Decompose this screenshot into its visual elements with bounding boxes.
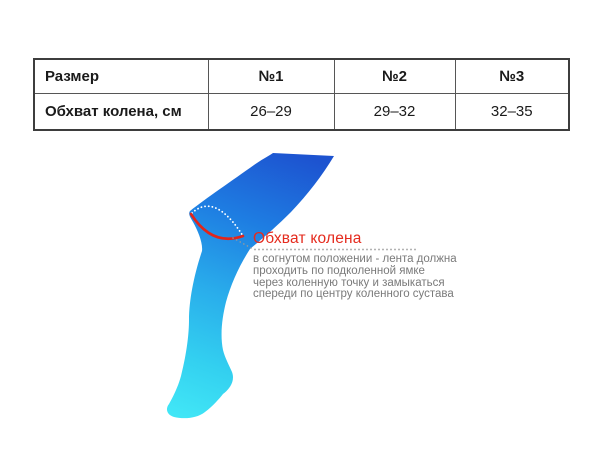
knee-girth-value-1: 26–29 <box>208 94 334 131</box>
annotation-body-line: спереди по центру коленного сустава <box>253 288 454 301</box>
size-table-header-1: №1 <box>208 59 334 94</box>
annotation-dotted-underline <box>253 248 417 251</box>
size-table-header-size: Размер <box>34 59 208 94</box>
size-table-header-3: №3 <box>455 59 569 94</box>
knee-girth-value-3: 32–35 <box>455 94 569 131</box>
annotation-body-line: проходить по подколенной ямке <box>253 264 425 277</box>
knee-measure-annotation <box>253 231 503 301</box>
annotation-body <box>253 254 503 301</box>
knee-girth-row-label: Обхват колена, см <box>34 94 208 131</box>
knee-girth-value-2: 29–32 <box>334 94 455 131</box>
size-table-header-2: №2 <box>334 59 455 94</box>
annotation-title: Обхват колена <box>253 230 362 247</box>
annotation-body-line: через коленную точку и замыкаться <box>253 276 445 289</box>
annotation-body-line: в согнутом положении - лента должна <box>253 253 457 265</box>
